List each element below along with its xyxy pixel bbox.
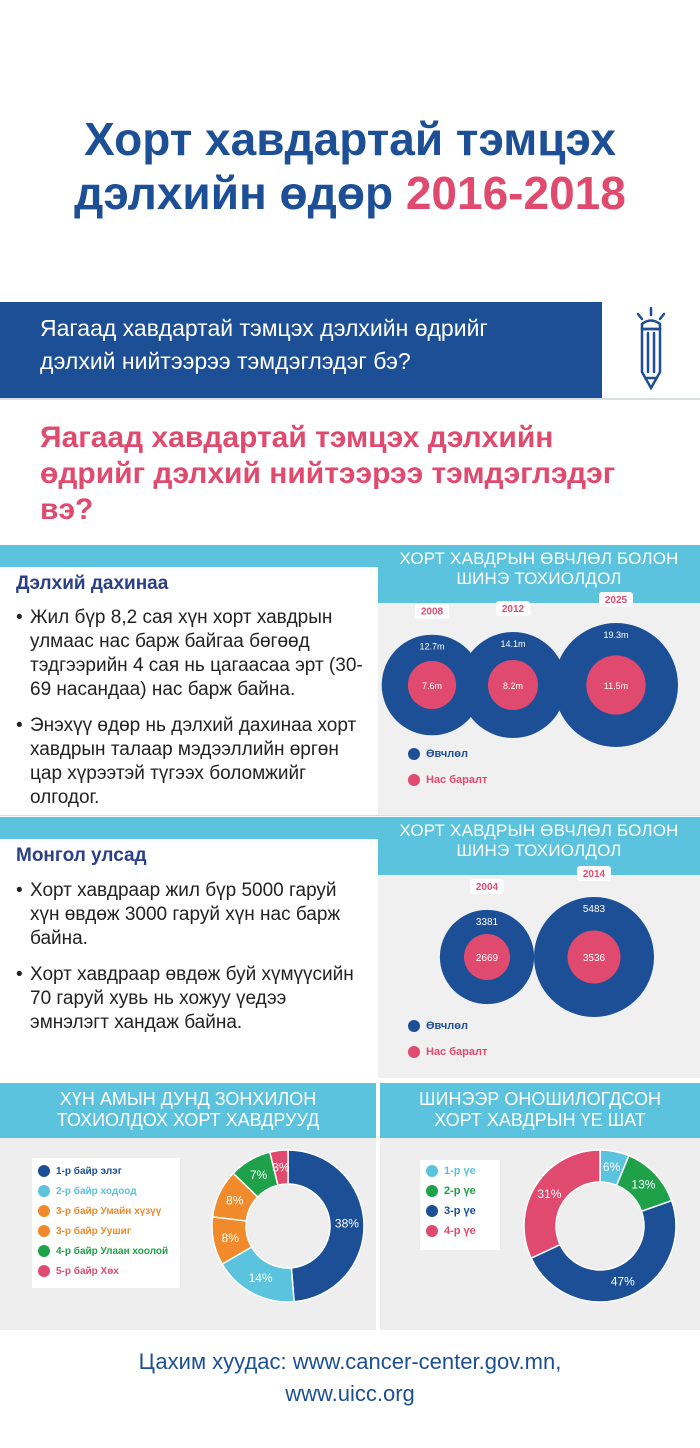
slice-label: 8% — [221, 1230, 239, 1245]
footer — [0, 1346, 700, 1410]
mongolia-legend-incidence-label: Өвчлөл — [426, 1020, 468, 1032]
mongolia-legend — [408, 1013, 508, 1065]
section-divider — [0, 815, 700, 816]
page-title — [0, 112, 700, 220]
legend-label: 2-р үе — [444, 1185, 476, 1197]
mongolia-legend-mortality-label: Нас баралт — [426, 1046, 488, 1058]
legend-swatch — [38, 1245, 50, 1257]
stages-legend — [420, 1160, 500, 1250]
legend-label: 4-р байр Улаан хоолой — [56, 1245, 169, 1257]
legend-label: 3-р үе — [444, 1205, 476, 1217]
incidence-value-label: 19.3m — [603, 630, 629, 640]
year-label: 2004 — [475, 881, 499, 893]
mongolia-chart-title-line1: ХОРТ ХАВДРЫН ӨВЧЛӨЛ БОЛОН — [399, 821, 679, 840]
why-line3: вэ? — [40, 493, 94, 526]
world-label: Дэлхий дахинаа — [16, 573, 169, 594]
incidence-value-label: 3381 — [475, 916, 499, 928]
mongolia-chart-title-line2: ШИНЭ ТОХИОЛДОЛ — [456, 841, 622, 860]
stages-title-line2: ХОРТ ХАВДРЫН ҮЕ ШАТ — [434, 1110, 646, 1130]
title-line2-wrap — [0, 166, 700, 220]
why-line2: өдрийг дэлхий нийтээрээ тэмдэглэдэг — [40, 457, 616, 490]
stages-title-line1: ШИНЭЭР ОНОШИЛОГДСОН — [419, 1089, 661, 1109]
world-legend-incidence-label: Өвчлөл — [426, 748, 468, 760]
incidence-swatch — [408, 748, 420, 760]
legend-swatch — [38, 1265, 50, 1277]
legend-label: 3-р байр Умайн хүзүү — [56, 1205, 162, 1217]
legend-swatch — [38, 1225, 50, 1237]
legend-label: 1-р үе — [444, 1165, 476, 1177]
legend-label: 3-р байр Уушиг — [56, 1225, 131, 1237]
year-label: 2025 — [604, 595, 628, 606]
slice-label: 6% — [602, 1160, 621, 1175]
legend-label: 2-р байр ходоод — [56, 1185, 137, 1197]
slice-label: 38% — [334, 1216, 359, 1231]
top-cancers-legend — [32, 1158, 180, 1288]
donut-slice — [524, 1150, 600, 1258]
legend-item — [426, 1181, 494, 1201]
mongolia-chart-title — [378, 821, 700, 861]
title-years: 2016-2018 — [405, 167, 626, 219]
legend-label: 1-р байр элэг — [56, 1165, 122, 1177]
mongolia-bullet-2: • Хорт хавдраар өвдөж буй хүмүүсийн 70 гаруй хувь нь хожуу үедээ эмнэлэгт хандаж байна. — [16, 963, 366, 1035]
mortality-value-label: 3536 — [582, 953, 606, 964]
incidence-value-label: 12.7m — [419, 641, 445, 652]
legend-swatch — [426, 1165, 438, 1177]
banner-divider — [0, 398, 700, 400]
world-label-box — [0, 567, 378, 603]
top-cancers-title — [0, 1089, 376, 1131]
incidence-swatch — [408, 1020, 420, 1032]
mortality-value-label: 8.2m — [502, 681, 524, 691]
stages-donut — [520, 1146, 680, 1306]
world-legend — [408, 741, 508, 793]
title-line2: дэлхийн өдөр — [74, 167, 394, 219]
why-line1: Яагаад хавдартай тэмцэх дэлхийн — [40, 421, 554, 454]
legend-item — [38, 1181, 174, 1201]
footer-line2: www.uicc.org — [285, 1381, 415, 1406]
legend-swatch — [38, 1165, 50, 1177]
top-cancers-title-line1: ХҮН АМЫН ДУНД ЗОНХИЛОН — [59, 1089, 317, 1109]
legend-item — [38, 1241, 174, 1261]
world-legend-incidence — [408, 741, 508, 767]
mongolia-bullets — [16, 879, 366, 1047]
world-chart-title-line2: ШИНЭ ТОХИОЛДОЛ — [456, 569, 622, 588]
banner-icon-area — [602, 302, 700, 398]
legend-swatch — [38, 1205, 50, 1217]
top-cancers-donut — [208, 1146, 368, 1306]
incidence-value-label: 14.1m — [500, 639, 526, 650]
legend-item — [426, 1161, 494, 1181]
legend-item — [38, 1261, 174, 1281]
legend-item — [38, 1201, 174, 1221]
legend-item — [426, 1221, 494, 1241]
year-label: 2014 — [582, 869, 606, 880]
mongolia-legend-incidence — [408, 1013, 508, 1039]
slice-label: 47% — [610, 1274, 635, 1289]
stages-title — [380, 1089, 700, 1131]
year-label: 2008 — [420, 606, 444, 618]
slice-label: 8% — [226, 1193, 244, 1208]
mongolia-label: Монгол улсад — [16, 845, 147, 866]
year-label: 2012 — [501, 604, 525, 616]
world-bullets — [16, 606, 366, 822]
mongolia-legend-mortality — [408, 1039, 508, 1065]
legend-swatch — [426, 1225, 438, 1237]
banner-line1: Яагаад хавдартай тэмцэх дэлхийн өдрийг — [40, 315, 488, 341]
banner-text — [40, 312, 580, 378]
world-bullet-2: • Энэхүү өдөр нь дэлхий дахинаа хорт хавдрын талаар мэдээллийн өргөн цар хүрээтэй түгээх боломжийг олгодог. — [16, 714, 366, 810]
mortality-value-label: 2669 — [475, 953, 499, 964]
slice-label: 7% — [249, 1167, 268, 1182]
world-legend-mortality-label: Нас баралт — [426, 774, 488, 786]
world-chart-title — [378, 549, 700, 589]
legend-label: 4-р үе — [444, 1225, 476, 1237]
mortality-value-label: 7.6m — [421, 681, 443, 691]
pencil-icon — [602, 302, 700, 398]
mortality-swatch — [408, 1046, 420, 1058]
legend-swatch — [38, 1185, 50, 1197]
slice-label: 3% — [272, 1160, 290, 1175]
legend-item — [38, 1221, 174, 1241]
world-chart-panel — [378, 595, 700, 815]
mongolia-label-box — [0, 839, 378, 875]
mortality-value-label: 11.5m — [603, 681, 629, 691]
legend-item — [38, 1161, 174, 1181]
banner-line2: дэлхий нийтээрээ тэмдэглэдэг бэ? — [40, 348, 411, 374]
slice-label: 13% — [631, 1177, 656, 1192]
footer-line1: Цахим хуудас: www.cancer-center.gov.mn, — [138, 1349, 562, 1374]
mongolia-chart-panel — [378, 869, 700, 1078]
legend-swatch — [426, 1205, 438, 1217]
mortality-swatch — [408, 774, 420, 786]
title-line1: Хорт хавдартай тэмцэх — [84, 113, 616, 165]
legend-swatch — [426, 1185, 438, 1197]
world-bullet-1: • Жил бүр 8,2 сая хүн хорт хавдрын улмаас нас барж байгаа бөгөөд тэдгээрийн 4 сая нь цагаасаа эрт (30-69 насандаа) нас барж байна. — [16, 606, 366, 702]
world-legend-mortality — [408, 767, 508, 793]
legend-item — [426, 1201, 494, 1221]
legend-label: 5-р байр Хөх — [56, 1265, 119, 1277]
slice-label: 14% — [248, 1271, 273, 1286]
top-cancers-title-line2: ТОХИОЛДОХ ХОРТ ХАВДРУУД — [56, 1110, 320, 1130]
world-chart-title-line1: ХОРТ ХАВДРЫН ӨВЧЛӨЛ БОЛОН — [399, 549, 679, 568]
mongolia-bullet-1: • Хорт хавдраар жил бүр 5000 гаруй хүн өвдөж 3000 гаруй хүн нас барж байна. — [16, 879, 366, 951]
slice-label: 31% — [537, 1186, 562, 1201]
incidence-value-label: 5483 — [582, 904, 606, 915]
why-heading — [40, 420, 660, 528]
